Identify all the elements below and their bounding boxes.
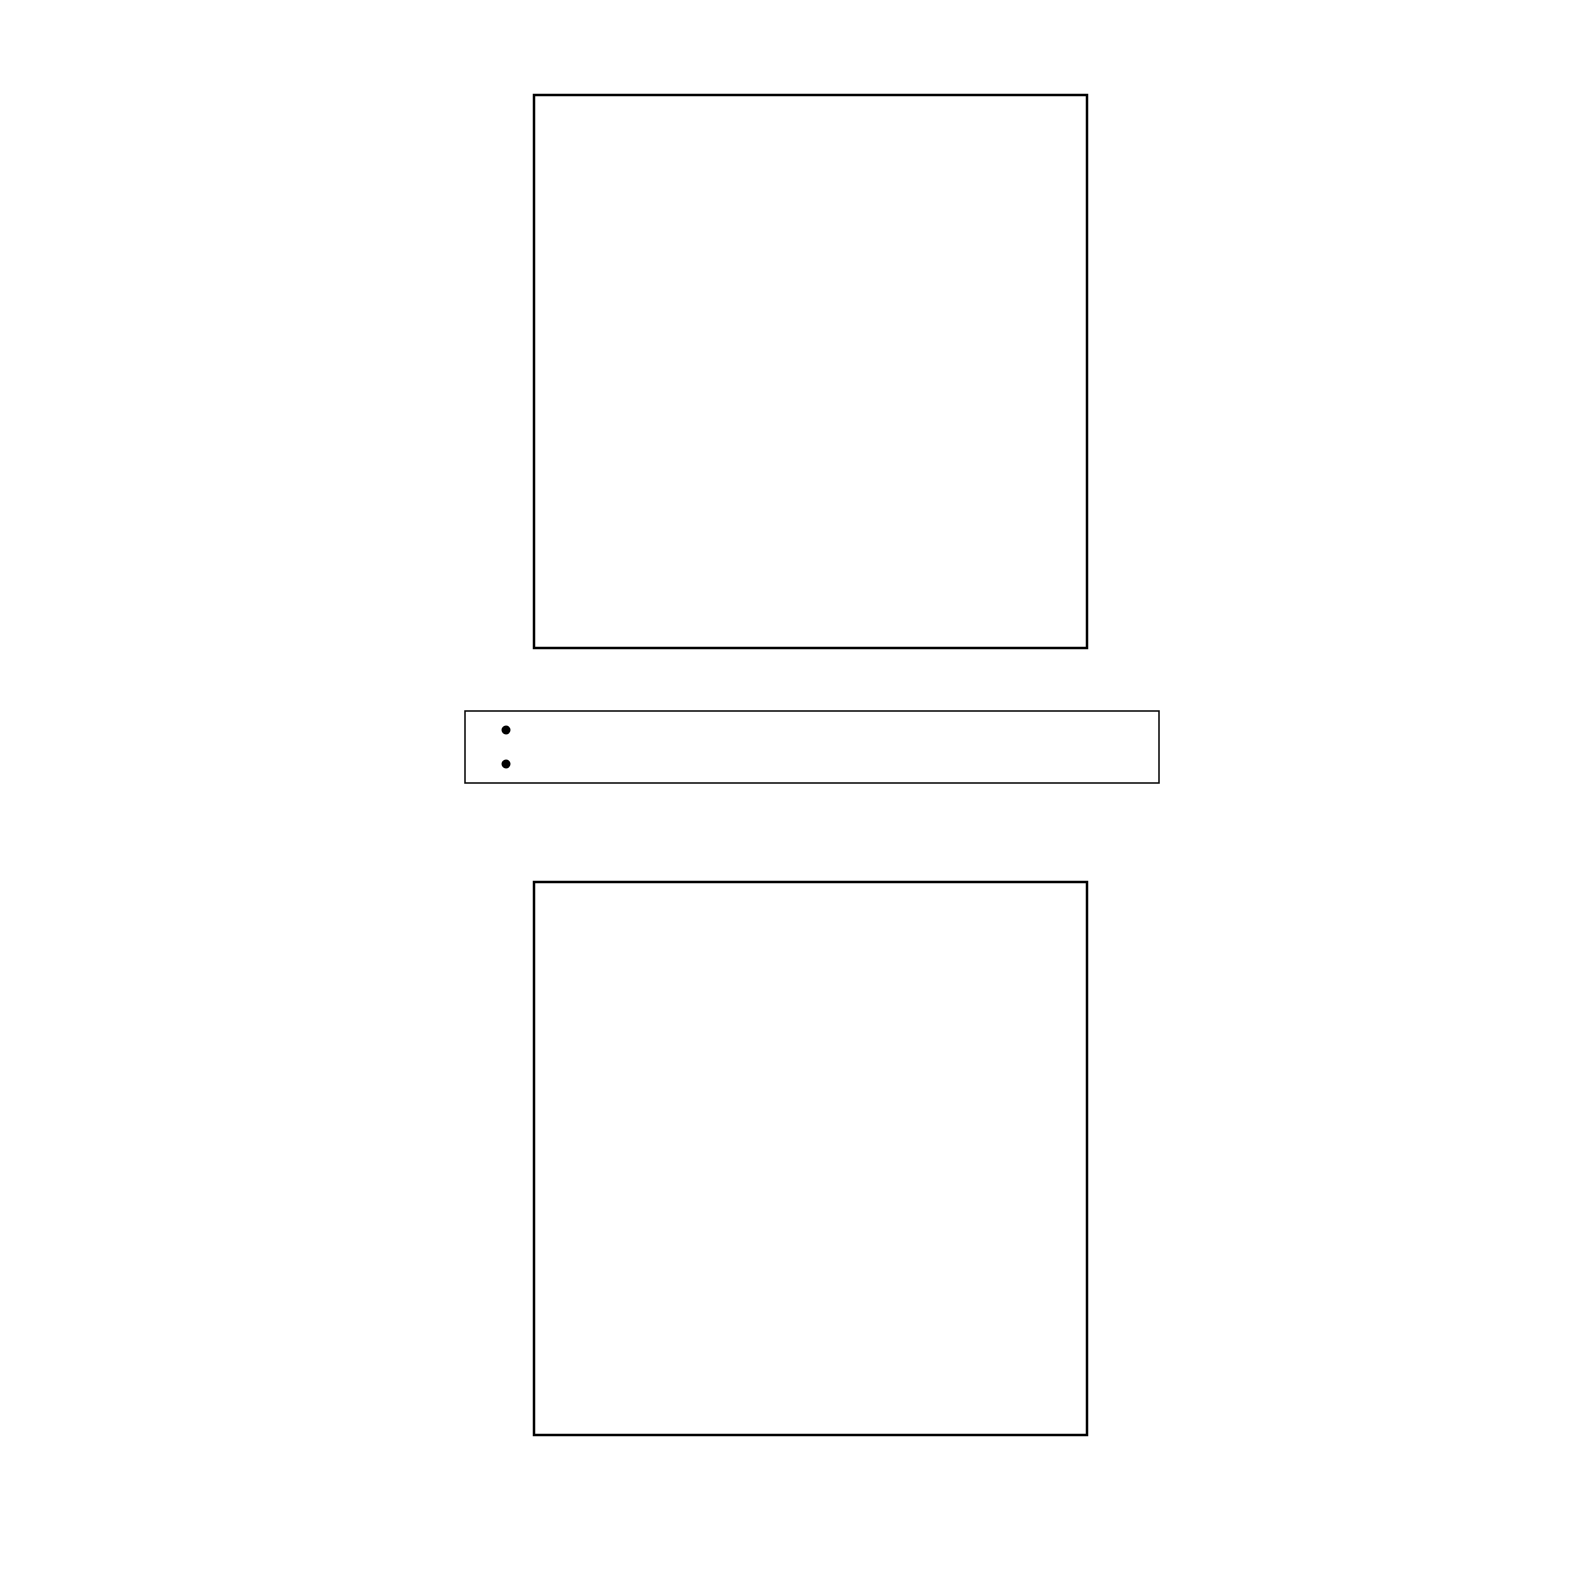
plot-frame [534, 882, 1087, 1435]
chart-difference [534, 882, 1087, 1435]
legend [465, 711, 1159, 783]
legend-marker [502, 760, 511, 769]
legend-marker [502, 726, 511, 735]
chart-annual-cycle [534, 95, 1087, 648]
legend-box [465, 711, 1159, 783]
plot-frame [534, 95, 1087, 648]
